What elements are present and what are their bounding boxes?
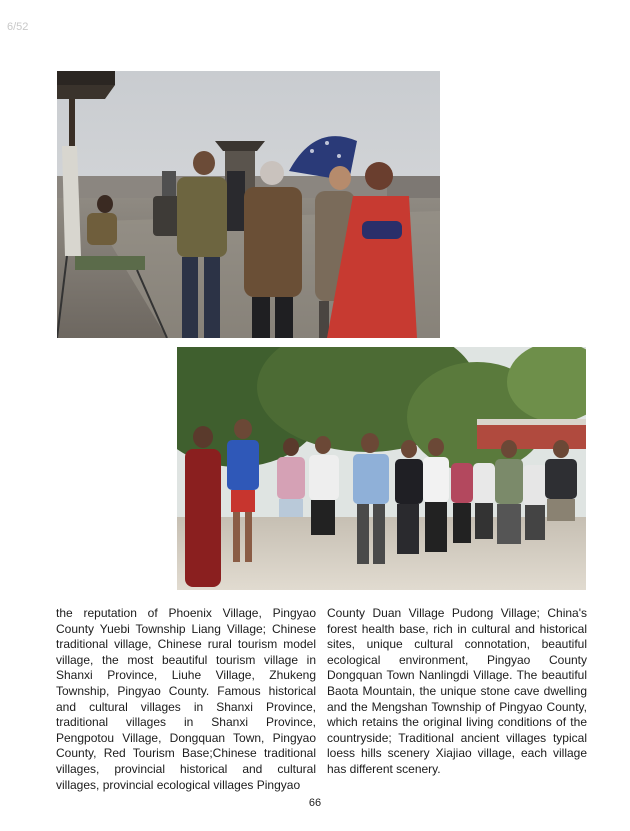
- villagers-group-photo: [177, 347, 586, 590]
- page-number: 66: [308, 797, 322, 809]
- article-text-right-column: County Duan Village Pudong Village; China's forest health base, rich in cultural and historical sites, unique cultural connotation, beautiful ecological environment, Pingyao County Dongquan Town Nanlingdi Village. The beautiful Baota Mountain, the unique stone cave dwelling and the Mengshan Township of Pingyao County, which retains the original living conditions of the countryside; Traditional ancient villages typical loess hills scenery Xiajiao village, each village has different scenery.: [327, 606, 587, 776]
- page-id-label: 6/52: [7, 21, 29, 33]
- group-at-city-wall-photo: [57, 71, 440, 338]
- article-text-left-column: the reputation of Phoenix Village, Pingyao County Yuebi Township Liang Village; Chinese traditional village, Chinese rural tourism model village, the most beautiful tourism village in Shanxi Province, Liuhe Village, Zhukeng Township, Pingyao County. Famous historical and cultural villages in Shanxi Province, traditional villages in Shanxi Province, Pengpotou Village, Dongquan Town, Pingyao County, Red Tourism Base;Chinese traditional villages, provincial historical and cultural villages, provincial ecological villages Pingyao: [56, 606, 316, 792]
